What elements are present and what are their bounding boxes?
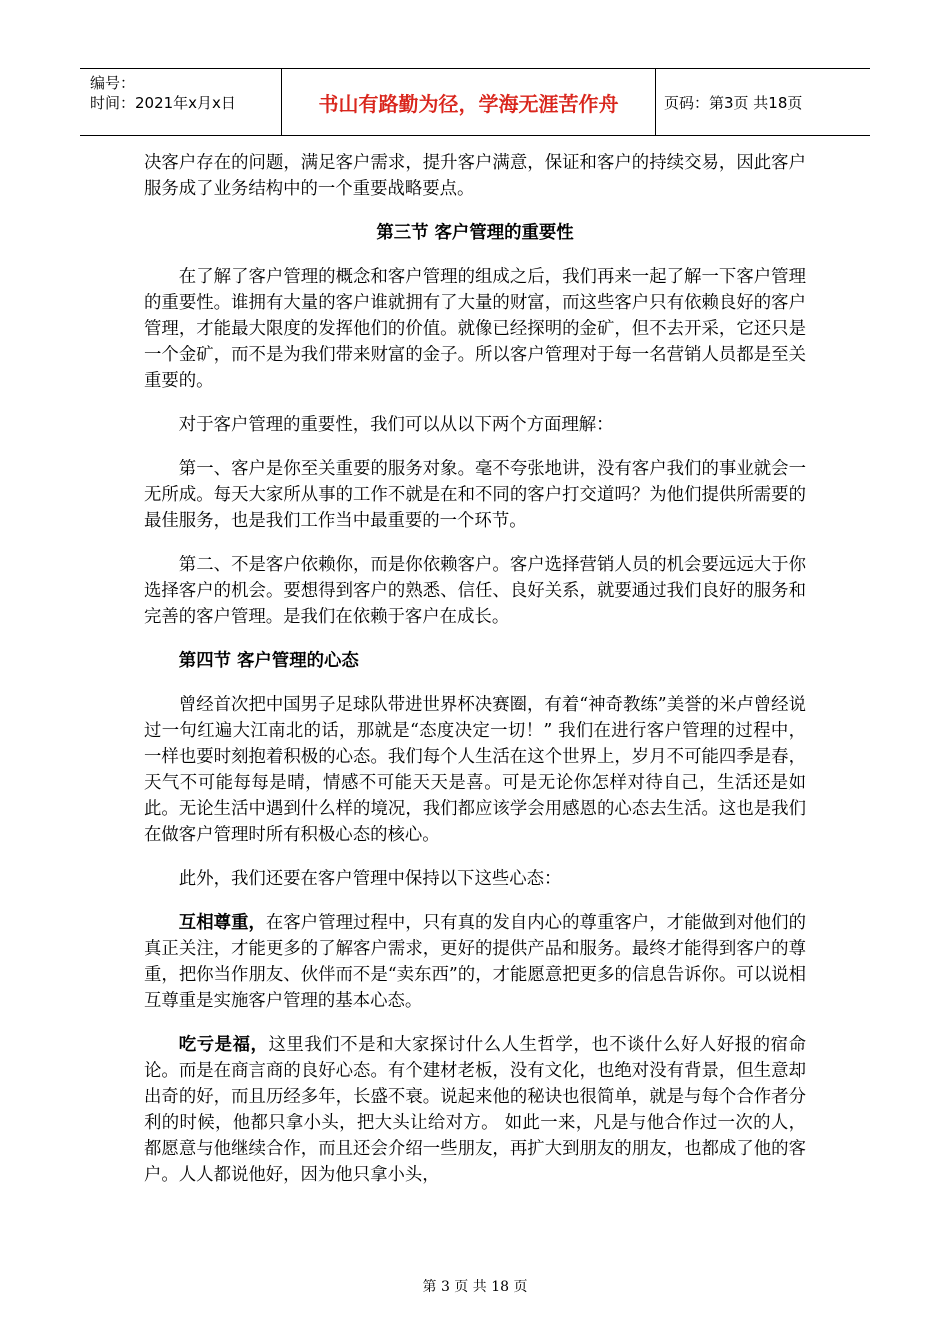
document-body: [144, 150, 806, 1206]
intro-paragraph: 决客户存在的问题，满足客户需求，提升客户满意，保证和客户的持续交易，因此客户服务成了业务结构中的一个重要战略要点。: [144, 153, 806, 199]
s4-paragraph-2: 此外，我们还要在客户管理中保持以下这些心态：: [178, 869, 562, 889]
s4-paragraph-4: [144, 1032, 806, 1188]
s3-paragraph-2: 对于客户管理的重要性，我们可以从以下两个方面理解：: [178, 415, 614, 435]
section4-title: 第四节 客户管理的心态: [178, 651, 359, 671]
s3-paragraph-1: 在了解了客户管理的概念和客户管理的组成之后，我们再来一起了解一下客户管理的重要性。谁拥有大量的客户谁就拥有了大量的财富，而这些客户只有依赖良好的客户管理，才能最大限度的发挥他们的价值。就像已经探明的金矿，但不去开采，它还只是一个金矿，而不是为我们带来财富的金子。所以客户管理对于每一名营销人员都是至关重要的。: [144, 267, 806, 391]
page-header: [80, 68, 870, 136]
header-meta: [80, 69, 282, 135]
header-motto: 书山有路勤为径，学海无涯苦作舟: [282, 69, 656, 135]
s4-paragraph-3: [144, 910, 806, 1014]
s4-p3-lead: 互相尊重，: [178, 913, 266, 933]
code-label: 编号：: [90, 74, 136, 92]
s3-paragraph-3: 第一、客户是你至关重要的服务对象。毫不夸张地讲，没有客户我们的事业就会一无所成。每天大家所从事的工作不就是在和不同的客户打交道吗？为他们提供所需要的最佳服务，也是我们工作当中最重要的一个环节。: [144, 459, 806, 531]
section3-title: 第三节 客户管理的重要性: [376, 223, 574, 243]
s4-paragraph-1: 曾经首次把中国男子足球队带进世界杯决赛圈，有着“神奇教练”美誉的米卢曾经说过一句红遍大江南北的话，那就是“态度决定一切！” 我们在进行客户管理的过程中，一样也要时刻抱着积极的心态。我们每个人生活在这个世界上，岁月不可能四季是春，天气不可能每每是晴，情感不可能天天是喜。可是无论你怎样对待自己，生活还是如此。无论生活中遇到什么样的境况，我们都应该学会用感恩的心态去生活。这也是我们在做客户管理时所有积极心态的核心。: [144, 695, 806, 845]
s3-paragraph-4: 第二、不是客户依赖你，而是你依赖客户。客户选择营销人员的机会要远远大于你选择客户的机会。要想得到客户的熟悉、信任、良好关系，就要通过我们良好的服务和完善的客户管理。是我们在依赖于客户在成长。: [144, 555, 806, 627]
header-page-info: 页码：第3页 共18页: [664, 93, 803, 112]
page-footer: 第 3 页 共 18 页: [422, 1279, 528, 1295]
s4-p3-text: 在客户管理过程中，只有真的发自内心的尊重客户，才能做到对他们的真正关注，才能更多的了解客户需求，更好的提供产品和服务。最终才能得到客户的尊重，把你当作朋友、伙伴而不是“卖东西”的，才能愿意把更多的信息告诉你。可以说相互尊重是实施客户管理的基本心态。: [144, 913, 806, 1011]
time-label: 时间：2021年x月x日: [90, 94, 236, 112]
s4-p4-text: 这里我们不是和大家探讨什么人生哲学，也不谈什么好人好报的宿命论。而是在商言商的良好心态。有个建材老板，没有文化，也绝对没有背景，但生意却出奇的好，而且历经多年，长盛不衰。说起来他的秘诀也很简单，就是与每个合作者分利的时候，他都只拿小头，把大头让给对方。 如此一来，凡是与他合作过一次的人，都愿意与他继续合作，而且还会介绍一些朋友，再扩大到朋友的朋友，也都成了他的客户。人人都说他好，因为他只拿小头，: [144, 1035, 806, 1185]
s4-p4-lead: 吃亏是福，: [178, 1035, 269, 1055]
